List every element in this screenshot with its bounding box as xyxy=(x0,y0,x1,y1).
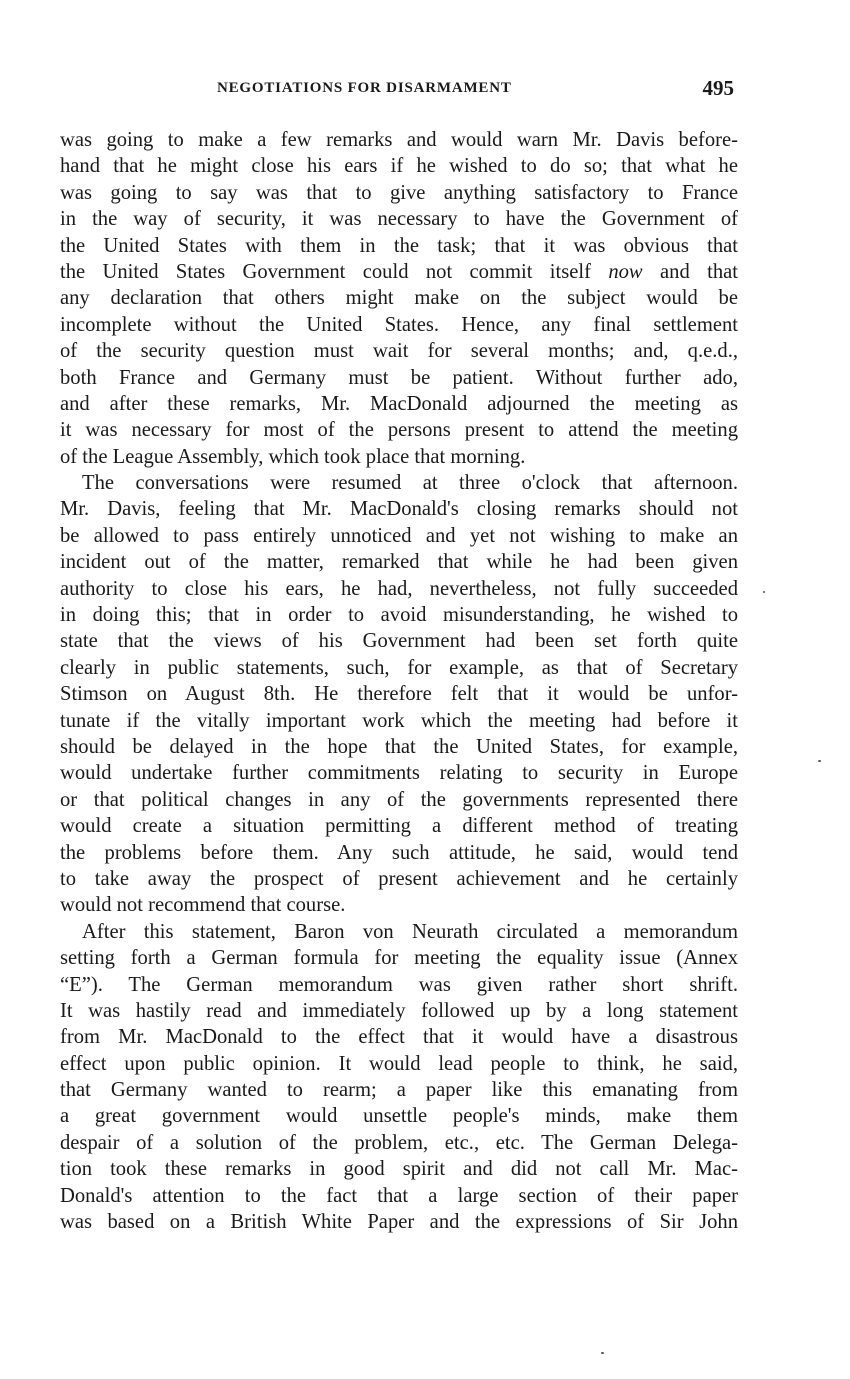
text-line: clearly in public statements, such, for example, as that of Secretary xyxy=(60,656,738,679)
text-line: authority to close his ears, he had, nevertheless, not fully succeeded xyxy=(60,577,738,600)
text-line: and after these remarks, Mr. MacDonald adjourned the meeting as xyxy=(60,392,738,415)
print-speck xyxy=(763,591,765,593)
text-line: Mr. Davis, feeling that Mr. MacDonald's closing remarks should not xyxy=(60,498,738,521)
text-line: of the security question must wait for several months; and, q.e.d., xyxy=(60,340,738,363)
text-line: the United States with them in the task; that it was obvious that xyxy=(60,234,738,257)
paragraph xyxy=(60,470,738,919)
running-title: NEGOTIATIONS FOR DISARMAMENT xyxy=(217,80,512,96)
text-line: would create a situation permitting a different method of treating xyxy=(60,815,738,838)
text-line: Donald's attention to the fact that a large section of their paper xyxy=(60,1184,738,1207)
text-line: setting forth a German formula for meeting the equality issue (Annex xyxy=(60,947,738,970)
body-text xyxy=(60,127,738,1235)
text-line: was going to make a few remarks and would warn Mr. Davis before- xyxy=(60,129,738,151)
text-line: was based on a British White Paper and the expressions of Sir John xyxy=(60,1211,738,1234)
text-line: from Mr. MacDonald to the effect that it would have a disastrous xyxy=(60,1026,738,1049)
text-line: should be delayed in the hope that the United States, for example, xyxy=(60,735,738,758)
text-line: After this statement, Baron von Neurath circulated a memorandum xyxy=(82,920,738,943)
text-line: incomplete without the United States. Hence, any final settlement xyxy=(60,313,738,336)
text-line: to take away the prospect of present achievement and he certainly xyxy=(60,867,738,890)
paragraph xyxy=(60,127,738,470)
text-line: effect upon public opinion. It would lead people to think, he said, xyxy=(60,1052,738,1075)
text-line: be allowed to pass entirely unnoticed and yet not wishing to make an xyxy=(60,524,738,547)
text-line: was going to say was that to give anything satisfactory to France xyxy=(60,181,738,204)
text-line: that Germany wanted to rearm; a paper like this emanating from xyxy=(60,1079,738,1102)
text-line: the United States Government could not commit itself now and that xyxy=(60,260,738,283)
text-line: both France and Germany must be patient. Without further ado, xyxy=(60,366,738,389)
text-line: tion took these remarks in good spirit and did not call Mr. Mac- xyxy=(60,1158,738,1181)
text-line: incident out of the matter, remarked that while he had been given xyxy=(60,551,738,574)
print-speck xyxy=(818,760,821,762)
text-line: hand that he might close his ears if he wished to do so; that what he xyxy=(60,155,738,178)
running-header xyxy=(60,78,738,102)
text-line: the problems before them. Any such attitude, he said, would tend xyxy=(60,841,738,864)
text-line: “E”). The German memorandum was given rather short shrift. xyxy=(60,973,738,996)
text-line: tunate if the vitally important work which the meeting had before it xyxy=(60,709,738,732)
text-line: a great government would unsettle people's minds, make them xyxy=(60,1105,738,1128)
text-line: it was necessary for most of the persons present to attend the meeting xyxy=(60,419,738,442)
print-speck xyxy=(601,1352,604,1354)
text-line: would not recommend that course. xyxy=(60,894,346,917)
text-line: any declaration that others might make on the subject would be xyxy=(60,287,738,310)
text-line: Stimson on August 8th. He therefore felt that it would be unfor- xyxy=(60,683,738,706)
emphasis: now xyxy=(608,260,643,283)
text-line: of the League Assembly, which took place that morning. xyxy=(60,445,526,468)
text-line: despair of a solution of the problem, etc., etc. The German Delega- xyxy=(60,1131,738,1154)
text-line: It was hastily read and immediately followed up by a long statement xyxy=(60,999,738,1022)
text-line: would undertake further commitments relating to security in Europe xyxy=(60,762,738,785)
text-line: in doing this; that in order to avoid misunderstanding, he wished to xyxy=(60,604,738,627)
text-line: state that the views of his Government had been set forth quite xyxy=(60,630,738,653)
text-line: in the way of security, it was necessary to have the Government of xyxy=(60,208,738,231)
text-line: or that political changes in any of the governments represented there xyxy=(60,788,738,811)
page-number: 495 xyxy=(702,76,734,100)
text-line: The conversations were resumed at three o'clock that afternoon. xyxy=(82,472,738,495)
paragraph xyxy=(60,919,738,1236)
